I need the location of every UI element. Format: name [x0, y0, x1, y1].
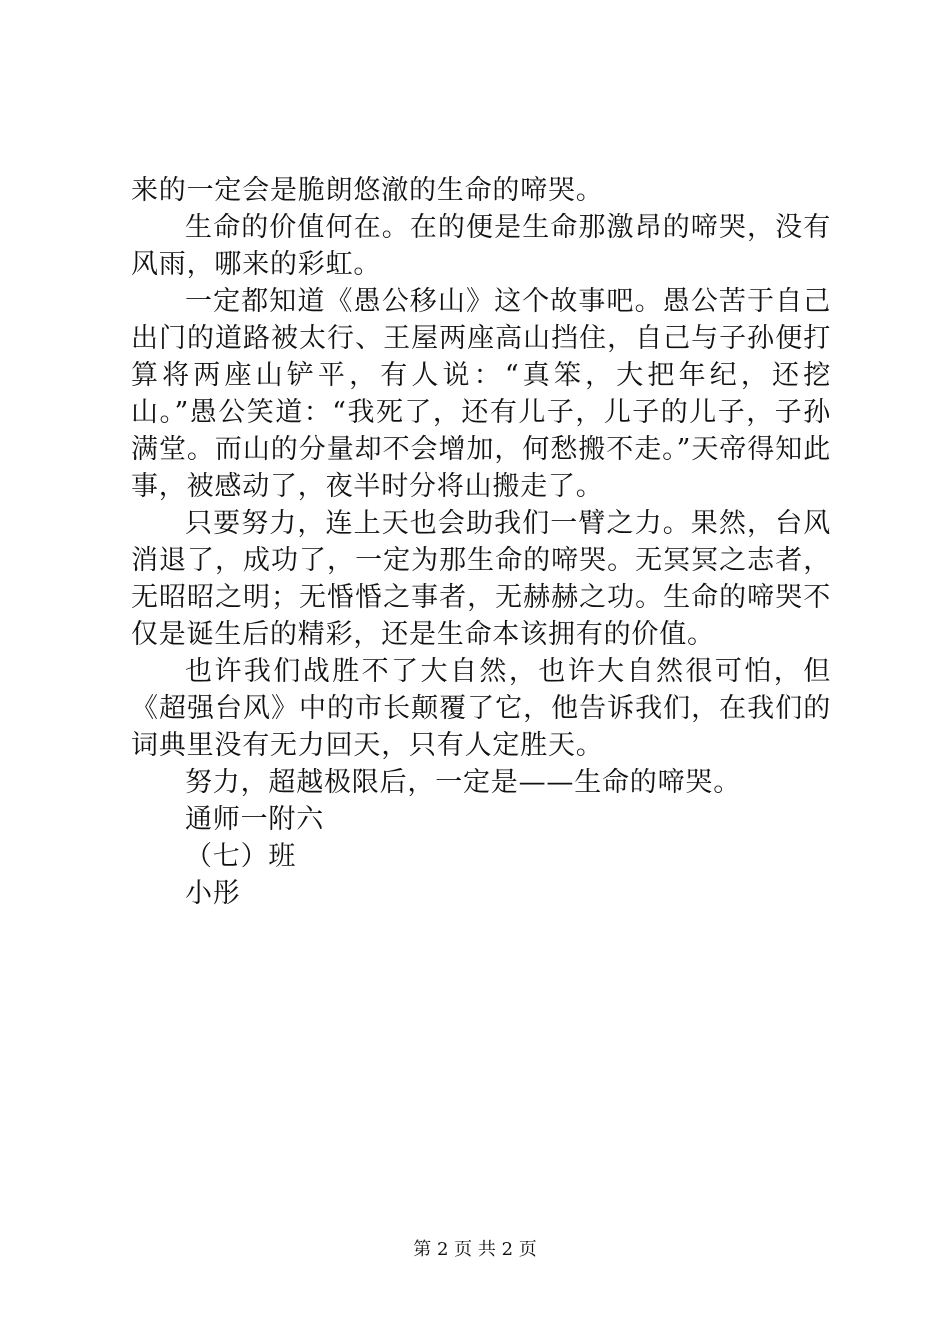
signature-author: 小彤 [185, 878, 241, 909]
paragraph-value-of-life: 生命的价值何在。在的便是生命那激昂的啼哭，没有风雨，哪来的彩虹。 [131, 212, 831, 280]
document-body [131, 172, 831, 912]
paragraph-effort: 只要努力，连上天也会助我们一臂之力。果然，台风消退了，成功了，一定为那生命的啼哭。无冥冥之志者，无昭昭之明；无惛惛之事者，无赫赫之功。生命的啼哭不仅是诞生后的精彩，还是生命本该拥有的价值。 [131, 508, 831, 650]
paragraph-yugong-story: 一定都知道《愚公移山》这个故事吧。愚公苦于自己出门的道路被太行、王屋两座高山挡住，自己与子孙便打算将两座山铲平，有人说：“真笨，大把年纪，还挖山。”愚公笑道：“我死了，还有儿子，儿子的儿子，子孙满堂。而山的分量却不会增加，何愁搬不走。”天帝得知此事，被感动了，夜半时分将山搬走了。 [131, 286, 831, 502]
paragraph-continued: 来的一定会是脆朗悠澈的生命的啼哭。 [131, 175, 604, 206]
page-number-footer: 第 2 页 共 2 页 [413, 1239, 537, 1260]
signature-class: （七）班 [185, 841, 297, 872]
paragraph-typhoon: 也许我们战胜不了大自然，也许大自然很可怕，但《超强台风》中的市长颠覆了它，他告诉我们，在我们的词典里没有无力回天，只有人定胜天。 [131, 656, 831, 761]
paragraph-conclusion: 努力，超越极限后，一定是——生命的啼哭。 [185, 767, 741, 798]
signature-school: 通师一附六 [185, 804, 324, 835]
